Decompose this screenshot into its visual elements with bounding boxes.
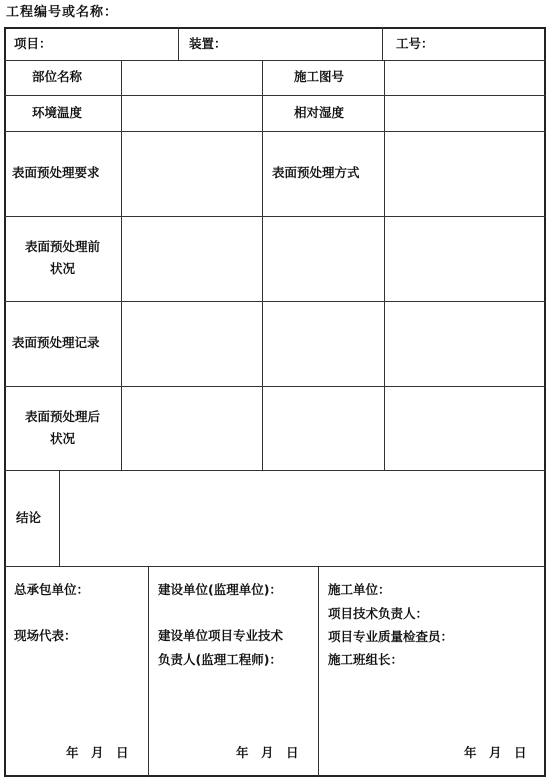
col-divider [318,566,319,777]
col-divider [384,60,385,470]
job-number-label: 工号： [396,36,434,51]
env-temperature-label: 环境温度 [32,105,83,120]
form-title: 工程编号或名称： [6,5,119,20]
site-representative-label: 现场代表： [14,628,77,643]
surface-prep-requirement-label: 表面预处理要求 [12,165,100,180]
date-field-1: 年 月 日 [66,745,129,760]
qc-inspector-label: 项目专业质量检查员： [328,629,454,644]
pre-treatment-line1: 表面预处理前 [24,239,100,254]
row-divider [4,566,546,567]
row-divider [4,301,546,302]
row-divider [4,95,546,96]
row-divider [4,60,546,61]
date-field-3: 年 月 日 [464,745,527,760]
owner-tech-lead-line2: 负责人(监理工程师)： [158,652,282,667]
pre-treatment-line2: 状况 [49,261,75,276]
part-name-label: 部位名称 [32,69,83,84]
owner-supervisor-label: 建设单位(监理单位)： [158,582,282,597]
drawing-number-label: 施工图号 [294,69,345,84]
pre-treatment-condition-label [4,236,121,280]
col-divider [148,566,149,777]
relative-humidity-label: 相对湿度 [294,105,345,120]
surface-prep-record-label: 表面预处理记录 [12,335,100,350]
row-divider [4,386,546,387]
general-contractor-label: 总承包单位： [14,582,90,597]
device-label: 装置： [189,36,227,51]
conclusion-label: 结论 [16,510,42,525]
row-divider [4,216,546,217]
row-divider [4,131,546,132]
row-divider [4,470,546,471]
col-divider [178,27,179,60]
post-treatment-condition-label [4,406,121,450]
team-leader-label: 施工班组长： [328,652,404,667]
project-label: 项目： [14,36,52,51]
post-treatment-line1: 表面预处理后 [24,409,100,424]
surface-prep-method-label: 表面预处理方式 [272,165,360,180]
col-divider [121,60,122,470]
col-divider [382,27,383,60]
col-divider [262,60,263,470]
col-divider [59,470,60,566]
post-treatment-line2: 状况 [49,431,75,446]
date-field-2: 年 月 日 [236,745,299,760]
constructor-label: 施工单位： [328,582,391,597]
tech-lead-label: 项目技术负责人： [328,606,429,621]
owner-tech-lead-line1: 建设单位项目专业技术 [158,628,284,643]
